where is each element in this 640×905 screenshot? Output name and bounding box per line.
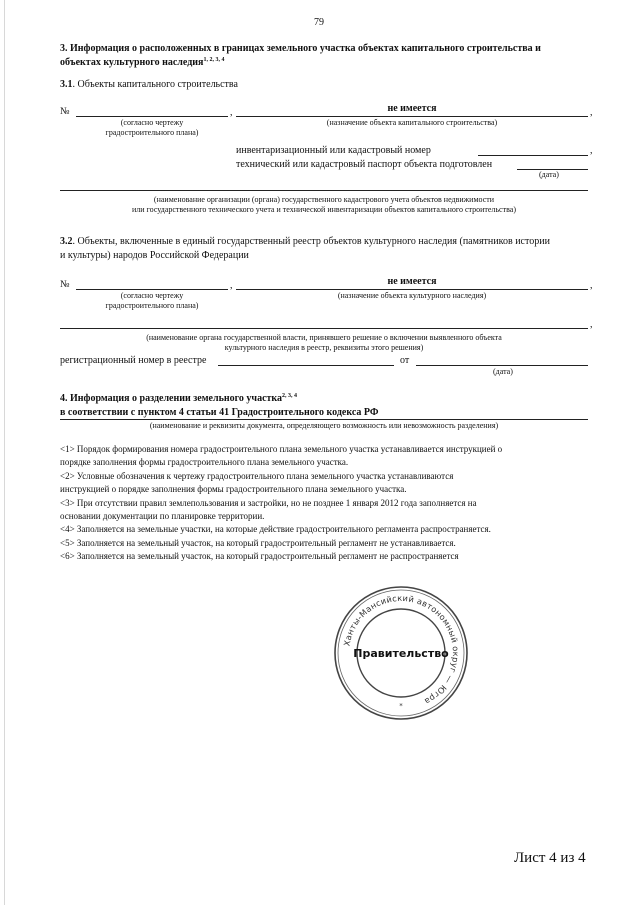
footnote-line: <5> Заполняется на земельный участок, на который градостроительный регламент не устанавливается. [60,537,456,548]
number-field-line [76,116,228,117]
svg-text:*: * [399,702,403,710]
subsection-3-2-title-cont: и культуры) народов Российской Федерации [60,250,249,261]
section4-heading: 4. Информация о разделении земельного участка$^{2, 3, 4}$ [60,393,298,404]
comma-end: , [590,319,593,330]
caption-drawing: (согласно чертежу градостроительного плана) [105,291,199,310]
comma: , [230,280,233,291]
inventory-line [478,155,588,156]
comma-end: , [590,280,593,291]
inventory-label: инвентаризационный или кадастровый номер [236,145,431,156]
footnotes [60,443,502,564]
number-label: № [60,106,70,117]
footnote-line: <6> Заполняется на земельный участок, на который градостроительный регламент не распространяется [60,551,459,562]
seal-center-text: Правительство [353,647,449,660]
number-label: № [60,279,70,290]
org-line [60,190,588,191]
footnote-line: <4> Заполняется на земельные участки, на которые действие градостроительного регламента распространяется. [60,524,491,535]
comma: , [230,107,233,118]
cultural-purpose-line [236,289,588,290]
seal-ring-text: Ханты-Мансийский автономный округ — Югра [341,592,462,707]
footnote-line: <3> При отсутствии правил землепользования и застройки, но не позднее 1 января 2012 года заполняется на [60,497,477,508]
passport-label: технический или кадастровый паспорт объекта подготовлен [236,159,493,170]
comma-end: , [590,107,593,118]
reg-number-label: регистрационный номер в реестре [60,355,207,366]
section4-caption: (наименование и реквизиты документа, определяющего возможность или невозможность разделения) [149,421,499,430]
reg-date-line [416,365,588,366]
caption-drawing: (согласно чертежу градостроительного плана) [105,118,199,137]
reg-number-line [218,365,394,366]
caption-date: (дата) [493,367,513,376]
footnote-line: инструкцией о порядке заполнения формы градостроительного плана земельного участка. [60,484,407,495]
comma: , [590,145,593,156]
subsection-3-1-title: 3.1. Объекты капитального строительства [60,79,238,90]
authority-line [60,328,588,329]
government-seal [332,584,470,722]
footnote-line: порядке заполнения формы градостроительного плана земельного участка. [60,457,349,468]
caption-purpose: (назначение объекта капитального строительства) [326,118,498,127]
footnote-line: основании документации по планировке территории. [60,511,265,522]
purpose-value: не имеется [387,103,437,114]
footnote-line: <2> Условные обозначения к чертежу градостроительного плана земельного участка устанавливаются [60,470,454,481]
section4-line [60,419,588,420]
caption-date: (дата) [539,170,559,179]
section3-heading: 3. Информация о расположенных в границах земельного участка объектах капитального строительства и [60,43,541,54]
purpose-field-line [236,116,588,117]
page-number: 79 [314,17,324,28]
sheet-counter: Лист 4 из 4 [514,850,586,866]
caption-authority: (наименование органа государственной власти, принявшего решение о включении выявленного объекта культурного наследия в реестр, реквизиты этого решения) [146,333,502,352]
from-label: от [400,355,410,366]
subsection-3-2-title: 3.2. Объекты, включенные в единый государственный реестр объектов культурного наследия (памятников истории [60,236,550,247]
caption-org: (наименование организации (органа) государственного кадастрового учета объектов недвижимости или государственного технического учета и технической инвентаризации объектов капитального строительства) [131,195,516,214]
cultural-purpose-value: не имеется [387,276,437,287]
page-edge [4,0,5,905]
number-field-line [76,289,228,290]
section3-heading-cont: объектах культурного наследия$^{1, 2, 3, 4}$ [60,57,225,68]
section4-value: в соответствии с пунктом 4 статьи 41 Градостроительного кодекса РФ [60,407,379,418]
caption-purpose-cultural: (назначение объекта культурного наследия) [337,291,487,300]
footnote-line: <1> Порядок формирования номера градостроительного плана земельного участка устанавливается инструкцией о [60,444,503,454]
